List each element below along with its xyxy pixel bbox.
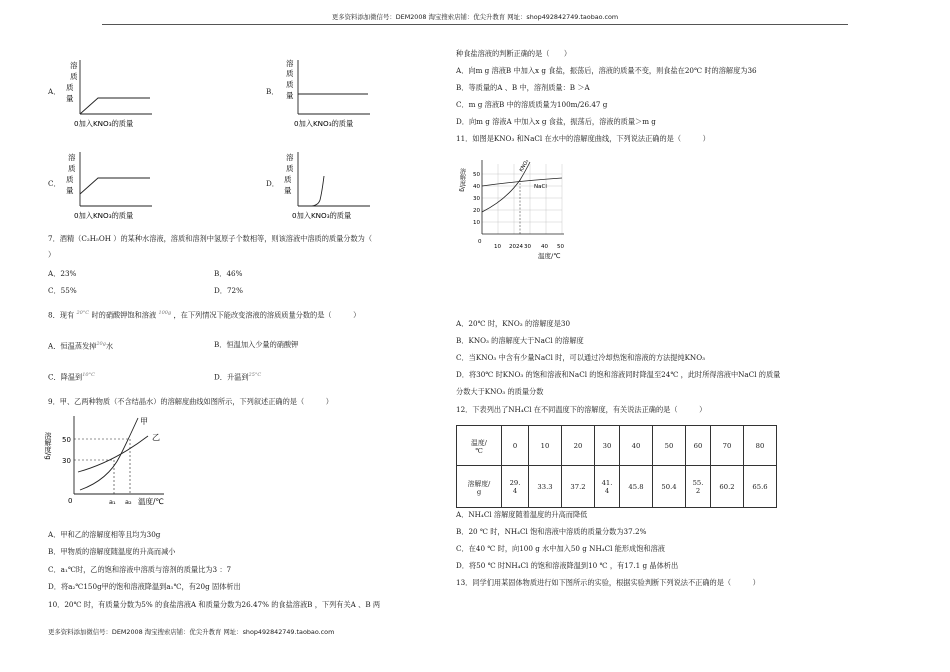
q8-option-a: [48, 341, 113, 351]
q8-option-b: B．恒温加入少量的硝酸钾: [214, 340, 299, 349]
q11-xtick-10: 10: [494, 244, 501, 250]
q6-c-xlabel: 0加入KNO₃的质量: [74, 211, 134, 220]
q12-option-d: D．将50 ℃ 时NH₄Cl 的饱和溶液降温到10 ℃ ，有17.1 g 晶体析出: [456, 561, 679, 570]
q8-mass-tag: 100g: [158, 310, 172, 316]
page-footer: 更多资料添加微信号：DEM2008 淘宝搜索店铺：优尖升教育 网址：shop492842749.taobao.com: [48, 628, 335, 636]
q11-curve-nacl: [482, 178, 562, 186]
table-cell: 30: [595, 426, 620, 466]
q9-option-a: A．甲和乙的溶解度相等且均为30g: [48, 530, 161, 539]
q6-option-c-label: C．: [48, 179, 61, 188]
table-cell: 60: [686, 426, 711, 466]
table-cell: 33.3: [529, 466, 562, 508]
table-header-cell: 溶解度/ g: [457, 466, 502, 508]
q8-option-d: [214, 372, 261, 382]
q13-stem: 13．同学们用某固体物质进行如下图所示的实验，根据实验判断下列说法不正确的是（ ）: [456, 578, 760, 587]
table-cell: 29. 4: [502, 466, 529, 508]
q7-close: ）: [48, 250, 56, 259]
q12-solubility-table: [456, 425, 777, 508]
table-cell: 70: [711, 426, 744, 466]
svg-text:质: 质: [284, 175, 292, 184]
table-cell: 65.6: [744, 466, 777, 508]
table-cell: 45.8: [620, 466, 653, 508]
q9-stem: 9．甲、乙两种物质（不含结晶水）的溶解度曲线如图所示，下列叙述正确的是（ ）: [48, 397, 333, 406]
svg-text:质: 质: [66, 175, 74, 184]
q6-d-xlabel: 0加入KNO₃的质量: [292, 211, 352, 220]
table-cell: 60.2: [711, 466, 744, 508]
q9-option-b: B．甲物质的溶解度随温度的升高而减小: [48, 547, 176, 556]
q11-label-nacl: NaCl: [534, 184, 547, 190]
q11-label-kno3: KNO₃: [518, 158, 531, 173]
q11-xtick-40: 40: [541, 244, 548, 250]
svg-text:质: 质: [286, 69, 294, 78]
q7-stem: 7．酒精（C₂H₅OH ）的某种水溶液，溶质和溶剂中氢原子个数相等，则该溶液中溶质的质量分数为（: [48, 234, 373, 243]
q11-xtick-50: 50: [557, 244, 564, 250]
svg-text:溶: 溶: [286, 153, 294, 162]
q7-option-a: A．23%: [48, 269, 77, 278]
q12-option-c: C．在40 ℃ 时，向100 g 水中加入50 g NH₄Cl 能形成饱和溶液: [456, 544, 665, 553]
q9-ytick-50: 50: [62, 436, 71, 444]
q8-stem: [48, 310, 360, 320]
table-cell: 55. 2: [686, 466, 711, 508]
svg-text:质: 质: [286, 80, 294, 89]
q9-xlabel: 温度/℃: [138, 497, 164, 506]
svg-text:溶: 溶: [68, 153, 76, 162]
svg-text:质: 质: [70, 72, 78, 81]
q8-option-a-tail: 水: [105, 341, 114, 351]
header-divider: [102, 24, 848, 25]
table-cell: 10: [529, 426, 562, 466]
q9-xtick-a1: a₁: [109, 498, 116, 506]
q11-option-a: A．20℃ 时，KNO₃ 的溶解度是30: [456, 319, 571, 328]
table-row: [457, 466, 777, 508]
svg-text:量: 量: [284, 186, 292, 195]
table-cell: 50: [653, 426, 686, 466]
table-cell: 50.4: [653, 466, 686, 508]
q8-c-tag: 10°C: [82, 372, 95, 378]
q10-option-d: D．向m g 溶液A 中加入x g 食盐，振荡后，溶液的质量＞m g: [456, 117, 656, 126]
q11-ytick-10: 10: [473, 220, 480, 226]
q9-option-d: D．将a₂℃150g甲的饱和溶液降温到a₁℃，有20g 固体析出: [48, 582, 241, 591]
q9-xtick-a2: a₂: [125, 498, 132, 506]
svg-text:质: 质: [286, 164, 294, 173]
svg-text:量: 量: [66, 94, 74, 103]
q6-graph-d: [278, 148, 378, 224]
q8-temp-tag: 20°C: [76, 310, 90, 316]
q6-option-b-label: B．: [266, 87, 279, 96]
q11-graph: [458, 154, 570, 264]
q8-a-tag: 20g: [96, 341, 106, 347]
table-cell: 37.2: [562, 466, 595, 508]
q8-stem-a: 8．现有: [48, 310, 75, 320]
q12-stem: 12．下表列出了NH₄Cl 在不同温度下的溶解度，有关说法正确的是（ ）: [456, 405, 707, 414]
q11-ytick-50: 50: [473, 172, 480, 178]
table-row: [457, 426, 777, 466]
q11-xtick-24: 24: [516, 244, 523, 250]
svg-text:质: 质: [68, 164, 76, 173]
q11-stem: 11．如图是KNO₃ 和NaCl 在水中的溶解度曲线，下列说法正确的是（ ）: [456, 134, 710, 143]
q6-a-xlabel: 0加入KNO₃的质量: [74, 119, 134, 128]
table-cell: 41. 4: [595, 466, 620, 508]
q11-ylabel: 溶解度/g: [458, 168, 466, 192]
q11-option-d-cont: 分数大于KNO₃ 的质量分数: [456, 387, 544, 396]
q11-ytick-40: 40: [473, 184, 480, 190]
q10-stem: 10．20℃ 时，有质量分数为5% 的食盐溶液A 和质量分数为26.47% 的食盐溶液B ，下列有关A 、B 两: [48, 600, 381, 609]
svg-text:溶: 溶: [286, 59, 294, 68]
table-cell: 80: [744, 426, 777, 466]
q8-stem-b: 时的硝酸钾饱和溶液: [91, 310, 157, 320]
q11-option-d: D．将30℃ 时KNO₃ 的饱和溶液和NaCl 的饱和溶液同时降温至24℃ ，此时所得溶液中NaCl 的质量: [456, 370, 781, 379]
q6-graph-c: [60, 148, 160, 224]
q11-origin: 0: [478, 239, 482, 245]
q11-option-b: B．KNO₃ 的溶解度大于NaCl 的溶解度: [456, 336, 584, 345]
q6-graph-b: [278, 56, 378, 132]
q11-ytick-30: 30: [473, 196, 480, 202]
q9-origin: 0: [68, 497, 73, 505]
table-cell: 40: [620, 426, 653, 466]
q6-option-d-label: D．: [266, 179, 279, 188]
q9-ylabel: 溶解度/g: [44, 432, 52, 460]
q9-curve-jia: [80, 418, 138, 490]
q12-option-a: A．NH₄Cl 溶解度随着温度的升高而降低: [456, 510, 588, 519]
svg-text:量: 量: [66, 186, 74, 195]
q9-graph: [44, 412, 178, 512]
q11-xlabel: 温度/℃: [538, 252, 561, 260]
q9-option-c: C．a₁℃时，乙的饱和溶液中溶质与溶剂的质量比为3 ：7: [48, 565, 232, 574]
table-cell: 0: [502, 426, 529, 466]
q8-option-a-text: A．恒温蒸发掉: [48, 341, 97, 351]
q8-option-d-text: D．升温到: [214, 372, 249, 382]
q8-d-tag: 25°C: [248, 372, 262, 378]
q7-option-b: B．46%: [214, 269, 243, 278]
q11-option-c: C．当KNO₃ 中含有少量NaCl 时，可以通过冷却热饱和溶液的方法提纯KNO₃: [456, 353, 705, 362]
q10-option-b: B．等质量的A 、B 中，溶剂质量：B ＞A: [456, 83, 590, 92]
q10-option-c: C．m g 溶液B 中的溶质质量为100m/26.47 g: [456, 100, 608, 109]
q7-option-c: C．55%: [48, 286, 77, 295]
q12-option-b: B．20 ℃ 时，NH₄Cl 饱和溶液中溶质的质量分数为37.2%: [456, 527, 647, 536]
q6-graph-a: [60, 56, 160, 132]
q7-option-d: D．72%: [214, 286, 243, 295]
q10-option-a: A．向m g 溶液B 中加入x g 食盐，振荡后，溶液的质量不变，则食盐在20℃ 时的溶解度为36: [456, 66, 757, 75]
table-cell: 20: [562, 426, 595, 466]
svg-text:量: 量: [286, 91, 294, 100]
svg-text:质: 质: [66, 83, 74, 92]
q10-stem-cont: 种食盐溶液的判断正确的是（ ）: [456, 49, 572, 58]
q8-option-c-text: C．降温到: [48, 372, 83, 382]
q9-ytick-30: 30: [62, 457, 71, 465]
q6-a-ylabel-1: 溶: [70, 61, 78, 70]
table-header-cell: 温度/ ℃: [457, 426, 502, 466]
q8-stem-c: ，在下列情况下能改变溶液的溶质质量分数的是（ ）: [173, 310, 361, 320]
q8-option-c: [48, 372, 95, 382]
q11-ytick-20: 20: [473, 208, 480, 214]
q6-option-a-label: A．: [48, 87, 61, 96]
q11-xtick-20: 20: [509, 244, 516, 250]
q9-label-yi: 乙: [152, 433, 160, 442]
q6-b-xlabel: 0加入KNO₃的质量: [294, 119, 354, 128]
q9-label-jia: 甲: [140, 417, 148, 426]
page-header: 更多资料添加微信号：DEM2008 淘宝搜索店铺：优尖升教育 网址：shop492842749.taobao.com: [331, 13, 619, 21]
q11-xtick-30: 30: [524, 244, 531, 250]
